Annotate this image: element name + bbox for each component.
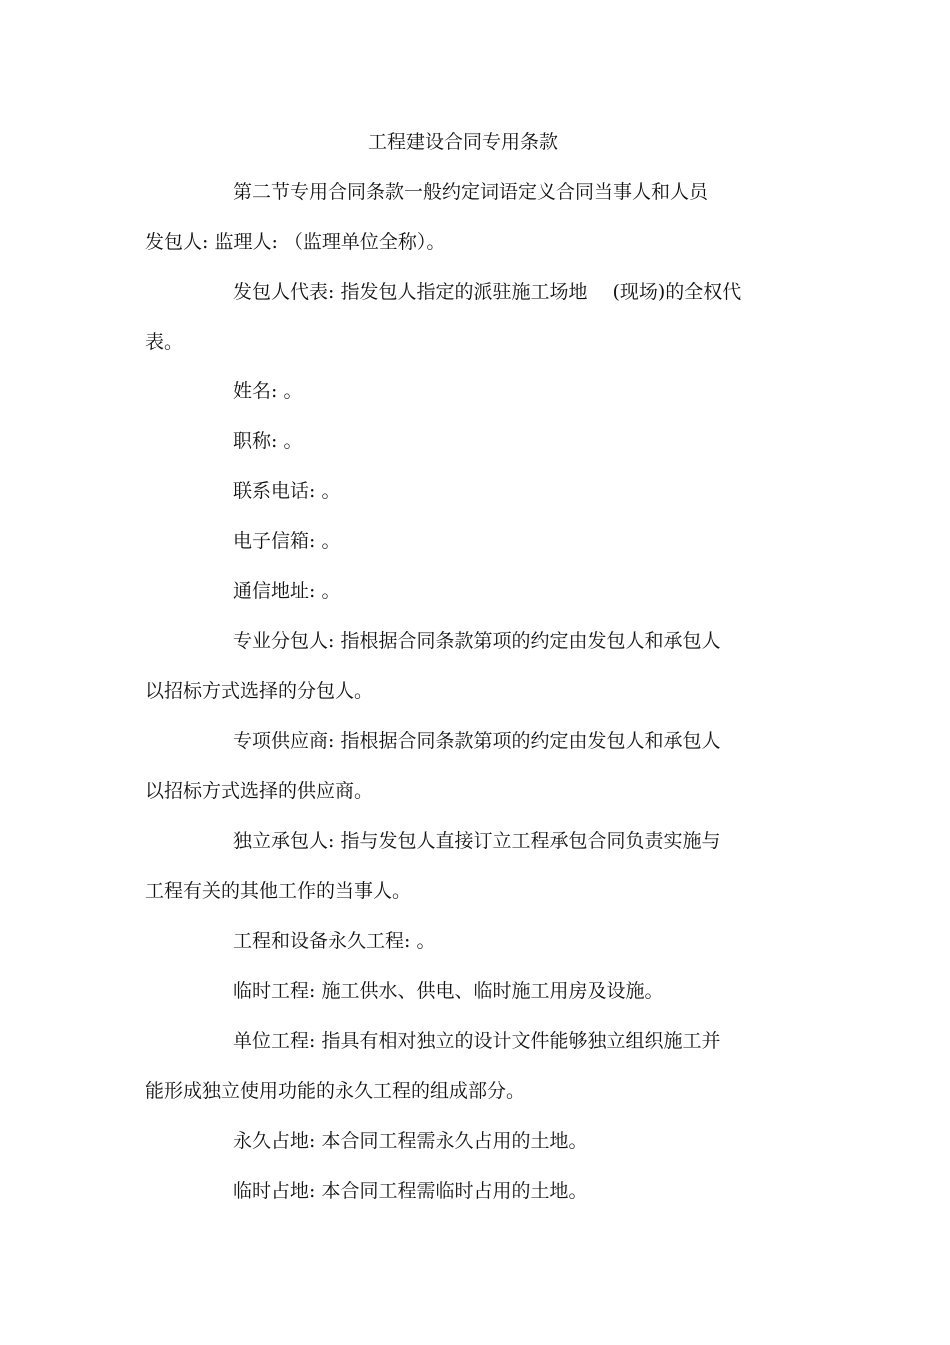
paragraph-line: 专业分包人: 指根据合同条款第项的约定由发包人和承包人: [233, 630, 721, 652]
paragraph-line: 电子信箱: 。: [233, 530, 341, 552]
paragraph-line: 以招标方式选择的供应商。: [145, 780, 374, 802]
paragraph-line: 发包人: 监理人: （监理单位全称）。: [145, 231, 446, 253]
document-title: 工程建设合同专用条款: [367, 131, 558, 153]
paragraph-line: 表。: [145, 331, 184, 353]
paragraph-line: 工程有关的其他工作的当事人。: [145, 880, 412, 902]
paragraph-line: 单位工程: 指具有相对独立的设计文件能够独立组织施工并: [233, 1030, 721, 1052]
paragraph-line: 职称: 。: [233, 430, 303, 452]
paragraph-line: 专项供应商: 指根据合同条款第项的约定由发包人和承包人: [233, 730, 721, 752]
paragraph-line: 发包人代表: 指发包人指定的派驻施工场地 (现场)的全权代: [233, 281, 742, 303]
paragraph-line: 联系电话: 。: [233, 480, 341, 502]
paragraph-line: 姓名: 。: [233, 380, 303, 402]
paragraph-line: 独立承包人: 指与发包人直接订立工程承包合同负责实施与: [233, 830, 721, 852]
paragraph-line: 临时占地: 本合同工程需临时占用的土地。: [233, 1180, 588, 1202]
paragraph-line: 永久占地: 本合同工程需永久占用的土地。: [233, 1130, 588, 1152]
paragraph-line: 能形成独立使用功能的永久工程的组成部分。: [145, 1080, 526, 1102]
paragraph-line: 通信地址: 。: [233, 580, 341, 602]
section-heading: 第二节专用合同条款一般约定词语定义合同当事人和人员: [233, 181, 709, 203]
paragraph-line: 工程和设备永久工程: 。: [233, 930, 436, 952]
paragraph-line: 以招标方式选择的分包人。: [145, 680, 374, 702]
paragraph-line: 临时工程: 施工供水、供电、临时施工用房及设施。: [233, 980, 664, 1002]
